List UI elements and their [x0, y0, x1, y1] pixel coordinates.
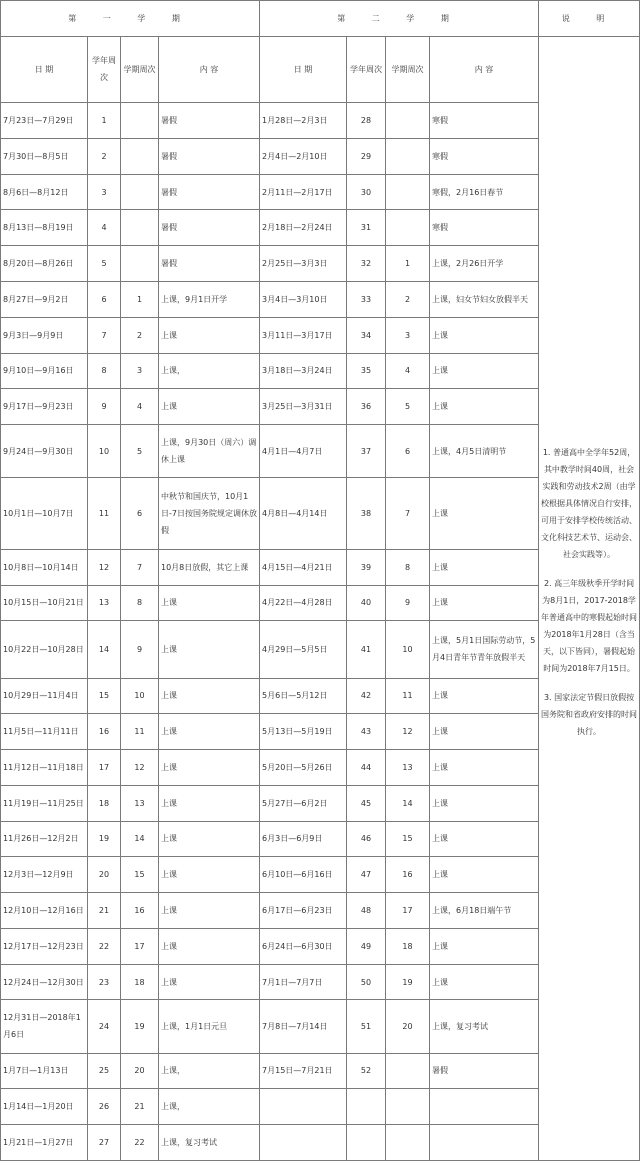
content-cell: 上课，9月1日开学 — [159, 282, 260, 318]
date-cell: 1月21日—1月27日 — [1, 1125, 88, 1161]
date-cell: 7月30日—8月5日 — [1, 138, 88, 174]
school-week-header: 学年周次 — [88, 36, 121, 102]
date-cell: 10月29日—11月4日 — [1, 678, 88, 714]
school-week-cell: 27 — [88, 1125, 121, 1161]
date-cell: 5月6日—5月12日 — [260, 678, 347, 714]
date-cell: 2月25日—3月3日 — [260, 246, 347, 282]
school-week-cell: 34 — [347, 317, 386, 353]
school-week-cell: 10 — [88, 425, 121, 478]
school-week-cell: 22 — [88, 928, 121, 964]
school-week-cell: 42 — [347, 678, 386, 714]
content-header: 内 容 — [430, 36, 539, 102]
term-week-cell: 16 — [386, 857, 430, 893]
date-cell: 6月3日—6月9日 — [260, 821, 347, 857]
content-cell: 上课，复习考试 — [430, 1000, 539, 1053]
term-week-cell: 22 — [121, 1125, 159, 1161]
date-cell: 6月17日—6月23日 — [260, 893, 347, 929]
date-cell: 8月6日—8月12日 — [1, 174, 88, 210]
term-week-cell — [386, 1089, 430, 1125]
date-cell: 10月1日—10月7日 — [1, 478, 88, 550]
date-cell: 1月28日—2月3日 — [260, 103, 347, 139]
content-cell: 暑假 — [430, 1053, 539, 1089]
term-week-cell: 1 — [386, 246, 430, 282]
date-cell: 11月26日—12月2日 — [1, 821, 88, 857]
school-week-cell: 25 — [88, 1053, 121, 1089]
term-week-cell: 4 — [121, 389, 159, 425]
school-week-cell: 52 — [347, 1053, 386, 1089]
school-week-header: 学年周次 — [347, 36, 386, 102]
term-week-cell: 13 — [386, 750, 430, 786]
date-cell: 6月10日—6月16日 — [260, 857, 347, 893]
school-week-cell: 9 — [88, 389, 121, 425]
content-cell: 上课，2月26日开学 — [430, 246, 539, 282]
school-week-cell: 13 — [88, 585, 121, 621]
date-cell: 3月25日—3月31日 — [260, 389, 347, 425]
date-cell: 1月14日—1月20日 — [1, 1089, 88, 1125]
content-cell: 上课 — [430, 785, 539, 821]
date-cell: 12月3日—12月9日 — [1, 857, 88, 893]
term-week-cell: 9 — [386, 585, 430, 621]
content-cell: 上课 — [430, 750, 539, 786]
term-week-cell — [386, 1125, 430, 1161]
school-week-cell: 36 — [347, 389, 386, 425]
date-cell: 4月1日—4月7日 — [260, 425, 347, 478]
term-week-cell — [386, 1053, 430, 1089]
term-week-cell: 7 — [386, 478, 430, 550]
date-header: 日 期 — [1, 36, 88, 102]
term-week-cell: 8 — [386, 549, 430, 585]
school-week-cell: 11 — [88, 478, 121, 550]
content-cell: 寒假 — [430, 210, 539, 246]
term-week-cell: 17 — [386, 893, 430, 929]
school-week-cell: 45 — [347, 785, 386, 821]
content-cell: 暑假 — [159, 210, 260, 246]
date-cell: 9月24日—9月30日 — [1, 425, 88, 478]
date-cell: 5月13日—5月19日 — [260, 714, 347, 750]
term-week-cell: 21 — [121, 1089, 159, 1125]
school-week-cell: 39 — [347, 549, 386, 585]
content-cell: 暑假 — [159, 138, 260, 174]
term-week-cell: 2 — [386, 282, 430, 318]
date-cell: 11月19日—11月25日 — [1, 785, 88, 821]
semester2-header: 第 二 学 期 — [260, 1, 539, 37]
school-week-cell: 28 — [347, 103, 386, 139]
content-cell: 上课， — [159, 1089, 260, 1125]
date-cell: 8月20日—8月26日 — [1, 246, 88, 282]
content-cell: 上课 — [159, 621, 260, 678]
school-week-cell: 8 — [88, 353, 121, 389]
term-week-cell: 3 — [386, 317, 430, 353]
school-week-cell: 44 — [347, 750, 386, 786]
school-week-cell — [347, 1089, 386, 1125]
date-cell: 9月10日—9月16日 — [1, 353, 88, 389]
date-cell: 5月27日—6月2日 — [260, 785, 347, 821]
term-week-cell — [121, 246, 159, 282]
term-week-cell: 11 — [121, 714, 159, 750]
content-cell: 暑假 — [159, 246, 260, 282]
term-week-cell — [386, 138, 430, 174]
date-cell: 2月11日—2月17日 — [260, 174, 347, 210]
content-cell: 上课 — [159, 678, 260, 714]
content-cell: 上课 — [430, 714, 539, 750]
date-cell: 7月15日—7月21日 — [260, 1053, 347, 1089]
school-week-cell: 41 — [347, 621, 386, 678]
term-week-cell: 5 — [121, 425, 159, 478]
school-week-cell: 7 — [88, 317, 121, 353]
content-cell: 上课 — [159, 585, 260, 621]
term-week-cell: 8 — [121, 585, 159, 621]
content-cell: 上课 — [430, 585, 539, 621]
school-week-cell: 18 — [88, 785, 121, 821]
school-week-cell: 23 — [88, 964, 121, 1000]
school-week-cell: 17 — [88, 750, 121, 786]
date-cell: 12月10日—12月16日 — [1, 893, 88, 929]
content-cell: 10月8日放假，其它上课 — [159, 549, 260, 585]
content-cell — [430, 1089, 539, 1125]
content-cell: 上课 — [430, 353, 539, 389]
term-week-cell: 20 — [386, 1000, 430, 1053]
date-cell: 8月27日—9月2日 — [1, 282, 88, 318]
term-week-cell — [121, 138, 159, 174]
term-week-cell: 18 — [121, 964, 159, 1000]
content-cell: 上课，6月18日端午节 — [430, 893, 539, 929]
date-cell: 4月15日—4月21日 — [260, 549, 347, 585]
term-week-cell: 14 — [386, 785, 430, 821]
content-cell: 上课，5月1日国际劳动节，5月4日青年节青年放假半天 — [430, 621, 539, 678]
date-cell: 9月17日—9月23日 — [1, 389, 88, 425]
school-week-cell: 24 — [88, 1000, 121, 1053]
date-cell: 4月29日—5月5日 — [260, 621, 347, 678]
content-cell: 中秋节和国庆节，10月1日-7日按国务院规定调休放假 — [159, 478, 260, 550]
content-cell: 上课 — [430, 478, 539, 550]
term-week-cell: 5 — [386, 389, 430, 425]
school-week-cell — [347, 1125, 386, 1161]
school-week-cell: 29 — [347, 138, 386, 174]
term-week-cell — [121, 103, 159, 139]
date-header: 日 期 — [260, 36, 347, 102]
date-cell: 5月20日—5月26日 — [260, 750, 347, 786]
notes-cell — [539, 36, 640, 1160]
school-week-cell: 4 — [88, 210, 121, 246]
date-cell: 10月15日—10月21日 — [1, 585, 88, 621]
term-week-cell: 20 — [121, 1053, 159, 1089]
school-week-cell: 21 — [88, 893, 121, 929]
notes-header: 说 明 — [539, 1, 640, 37]
term-week-header: 学期周次 — [121, 36, 159, 102]
date-cell: 7月8日—7月14日 — [260, 1000, 347, 1053]
date-cell: 10月22日—10月28日 — [1, 621, 88, 678]
school-week-cell: 46 — [347, 821, 386, 857]
term-week-cell: 1 — [121, 282, 159, 318]
content-cell: 暑假 — [159, 103, 260, 139]
content-cell — [430, 1125, 539, 1161]
content-cell: 上课 — [159, 389, 260, 425]
column-header-row — [1, 36, 640, 102]
term-week-cell: 4 — [386, 353, 430, 389]
content-cell: 上课 — [430, 964, 539, 1000]
school-week-cell: 3 — [88, 174, 121, 210]
term-week-cell: 12 — [386, 714, 430, 750]
school-week-cell: 14 — [88, 621, 121, 678]
date-cell: 12月31日—2018年1月6日 — [1, 1000, 88, 1053]
term-week-cell: 12 — [121, 750, 159, 786]
date-cell: 12月17日—12月23日 — [1, 928, 88, 964]
content-cell: 上课，4月5日清明节 — [430, 425, 539, 478]
school-week-cell: 12 — [88, 549, 121, 585]
term-week-cell: 15 — [121, 857, 159, 893]
content-cell: 上课，9月30日（周六）调休上课 — [159, 425, 260, 478]
school-week-cell: 26 — [88, 1089, 121, 1125]
school-week-cell: 40 — [347, 585, 386, 621]
content-cell: 上课 — [159, 750, 260, 786]
content-cell: 上课 — [430, 678, 539, 714]
school-week-cell: 20 — [88, 857, 121, 893]
term-week-cell — [386, 103, 430, 139]
term-week-cell: 6 — [386, 425, 430, 478]
date-cell: 3月18日—3月24日 — [260, 353, 347, 389]
semester-header-row — [1, 1, 640, 37]
term-week-cell: 2 — [121, 317, 159, 353]
school-week-cell: 49 — [347, 928, 386, 964]
content-cell: 上课 — [430, 389, 539, 425]
content-cell: 寒假 — [430, 103, 539, 139]
term-week-cell — [386, 174, 430, 210]
term-week-cell — [121, 210, 159, 246]
term-week-cell: 18 — [386, 928, 430, 964]
term-week-cell: 11 — [386, 678, 430, 714]
term-week-cell: 10 — [121, 678, 159, 714]
content-cell: 上课 — [159, 928, 260, 964]
date-cell: 3月11日—3月17日 — [260, 317, 347, 353]
content-cell: 寒假 — [430, 138, 539, 174]
school-week-cell: 47 — [347, 857, 386, 893]
school-week-cell: 33 — [347, 282, 386, 318]
date-cell: 2月18日—2月24日 — [260, 210, 347, 246]
term-week-cell: 6 — [121, 478, 159, 550]
term-week-cell: 19 — [121, 1000, 159, 1053]
date-cell: 4月8日—4月14日 — [260, 478, 347, 550]
school-week-cell: 16 — [88, 714, 121, 750]
school-week-cell: 51 — [347, 1000, 386, 1053]
school-week-cell: 6 — [88, 282, 121, 318]
school-week-cell: 15 — [88, 678, 121, 714]
note-3: 3. 国家法定节假日放假按国务院和省政府安排的时间执行。 — [541, 693, 638, 737]
content-cell: 上课，妇女节妇女放假半天 — [430, 282, 539, 318]
content-cell: 上课 — [430, 928, 539, 964]
content-cell: 上课 — [159, 964, 260, 1000]
school-week-cell: 35 — [347, 353, 386, 389]
content-cell: 上课 — [430, 857, 539, 893]
date-cell: 8月13日—8月19日 — [1, 210, 88, 246]
date-cell: 7月1日—7月7日 — [260, 964, 347, 1000]
content-cell: 上课 — [159, 714, 260, 750]
date-cell: 4月22日—4月28日 — [260, 585, 347, 621]
date-cell: 1月7日—1月13日 — [1, 1053, 88, 1089]
date-cell — [260, 1125, 347, 1161]
date-cell — [260, 1089, 347, 1125]
content-cell: 上课，1月1日元旦 — [159, 1000, 260, 1053]
content-cell: 上课 — [159, 785, 260, 821]
school-week-cell: 50 — [347, 964, 386, 1000]
semester1-header: 第 一 学 期 — [1, 1, 260, 37]
date-cell: 9月3日—9月9日 — [1, 317, 88, 353]
date-cell: 3月4日—3月10日 — [260, 282, 347, 318]
term-week-cell: 7 — [121, 549, 159, 585]
school-week-cell: 2 — [88, 138, 121, 174]
term-week-cell: 17 — [121, 928, 159, 964]
content-cell: 上课 — [159, 857, 260, 893]
term-week-cell: 3 — [121, 353, 159, 389]
school-week-cell: 48 — [347, 893, 386, 929]
content-cell: 上课，复习考试 — [159, 1125, 260, 1161]
term-week-cell: 16 — [121, 893, 159, 929]
school-week-cell: 32 — [347, 246, 386, 282]
date-cell: 11月5日—11月11日 — [1, 714, 88, 750]
date-cell: 6月24日—6月30日 — [260, 928, 347, 964]
school-week-cell: 43 — [347, 714, 386, 750]
term-week-cell — [121, 174, 159, 210]
school-week-cell: 37 — [347, 425, 386, 478]
content-cell: 上课 — [159, 893, 260, 929]
school-week-cell: 5 — [88, 246, 121, 282]
term-week-cell: 13 — [121, 785, 159, 821]
content-cell: 上课 — [159, 821, 260, 857]
term-week-cell: 9 — [121, 621, 159, 678]
term-week-cell — [386, 210, 430, 246]
term-week-cell: 15 — [386, 821, 430, 857]
school-week-cell: 38 — [347, 478, 386, 550]
date-cell: 10月8日—10月14日 — [1, 549, 88, 585]
school-week-cell: 19 — [88, 821, 121, 857]
content-header: 内 容 — [159, 36, 260, 102]
date-cell: 12月24日—12月30日 — [1, 964, 88, 1000]
content-cell: 上课， — [159, 1053, 260, 1089]
note-1: 1. 普通高中全学年52周，其中教学时间40周，社会实践和劳动技术2周（由学校根据具体情况自行安排，可用于安排学校传统活动、文化科技艺术节、运动会、社会实践等）。 — [541, 448, 638, 560]
term-week-header: 学期周次 — [386, 36, 430, 102]
date-cell: 2月4日—2月10日 — [260, 138, 347, 174]
content-cell: 上课， — [159, 353, 260, 389]
date-cell: 7月23日—7月29日 — [1, 103, 88, 139]
content-cell: 上课 — [430, 549, 539, 585]
term-week-cell: 14 — [121, 821, 159, 857]
note-2: 2. 高三年级秋季开学时间为8月1日，2017-2018学年普通高中的寒假起始时间为2018年1月28日（含当天，以下皆同），暑假起始时间为2018年7月15日。 — [541, 579, 638, 674]
term-week-cell: 10 — [386, 621, 430, 678]
school-week-cell: 1 — [88, 103, 121, 139]
content-cell: 上课 — [430, 317, 539, 353]
school-week-cell: 31 — [347, 210, 386, 246]
date-cell: 11月12日—11月18日 — [1, 750, 88, 786]
content-cell: 寒假，2月16日春节 — [430, 174, 539, 210]
term-week-cell: 19 — [386, 964, 430, 1000]
content-cell: 暑假 — [159, 174, 260, 210]
school-week-cell: 30 — [347, 174, 386, 210]
content-cell: 上课 — [159, 317, 260, 353]
content-cell: 上课 — [430, 821, 539, 857]
